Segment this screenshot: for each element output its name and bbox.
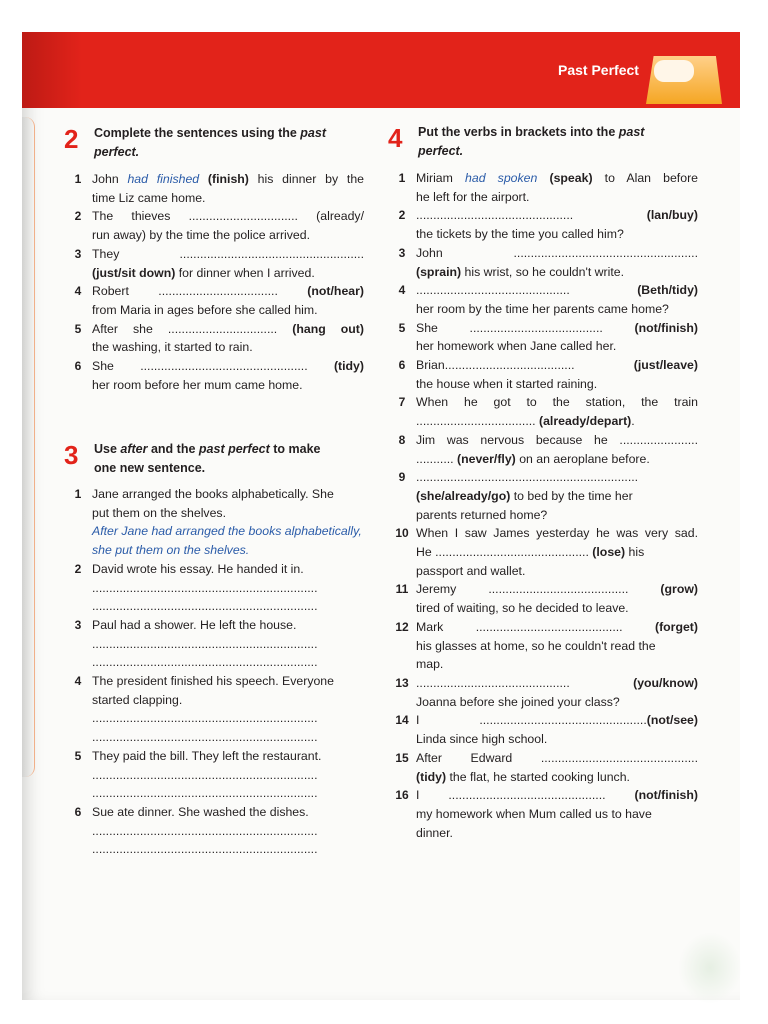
- item-line: When I saw James yesterday he was very sad.: [416, 526, 698, 541]
- binding-edge: [22, 117, 35, 777]
- exercise-item: [64, 245, 364, 282]
- item-line: (she/already/go) to bed by the time her: [416, 488, 633, 503]
- verb-prompt: (forget): [654, 619, 698, 634]
- item-number: 7: [398, 395, 406, 410]
- exercise-item: [388, 206, 698, 243]
- item-number: 6: [398, 358, 406, 373]
- page-title: Past Perfect: [558, 62, 639, 78]
- exercise-number: 4: [388, 123, 403, 153]
- item-line: from Maria in ages before she called him.: [92, 302, 318, 317]
- item-line: (sprain) his wrist, so he couldn't write.: [416, 264, 625, 279]
- exercise-item: [64, 207, 364, 244]
- item-text: [416, 786, 698, 842]
- item-text: [416, 618, 698, 674]
- answer-line[interactable]: ..................................................................: [92, 599, 318, 614]
- item-text: [92, 207, 364, 244]
- exercise-instruction: [94, 124, 326, 162]
- item-text: [416, 206, 698, 243]
- exercise-item: [64, 803, 364, 859]
- item-line: Robert ................................... (not/hear): [92, 284, 364, 299]
- instruction-text: Put the verbs in brackets into the: [418, 125, 619, 139]
- item-text: [416, 468, 698, 524]
- item-number: 6: [74, 359, 82, 374]
- item-line: tired of waiting, so he decided to leave.: [416, 601, 629, 616]
- instruction-text: Complete the sentences using the: [94, 126, 301, 140]
- item-number: 2: [74, 561, 82, 576]
- exercise-items: [64, 485, 364, 859]
- item-line: After Edward ..............................................: [416, 750, 698, 765]
- exercise-item: [64, 560, 364, 616]
- exercise-item: [64, 170, 364, 207]
- verb-prompt: (already/depart): [539, 414, 632, 429]
- exercise-item: [388, 393, 698, 430]
- item-text: [416, 169, 698, 206]
- item-line: (just/sit down) for dinner when I arrived.: [92, 265, 315, 280]
- item-number: 4: [74, 284, 82, 299]
- answer-line[interactable]: ..................................................................: [92, 730, 318, 745]
- exercise-items: [64, 170, 364, 394]
- answer-line[interactable]: ..................................................................: [92, 786, 318, 801]
- item-text: [92, 616, 364, 672]
- exercise-item: [388, 580, 698, 617]
- item-line: the washing, it started to rain.: [92, 340, 253, 355]
- item-number: 5: [74, 321, 82, 336]
- item-number: 2: [398, 208, 406, 223]
- exercise-item: [64, 747, 364, 803]
- exercise-item: [388, 281, 698, 318]
- exercise-items: [388, 169, 698, 842]
- instruction-text-italic: perfect.: [418, 144, 464, 158]
- item-line: I .................................................(not/see): [416, 713, 698, 728]
- instruction-text: to make: [269, 442, 321, 456]
- verb-prompt: (tidy): [416, 769, 447, 784]
- instruction-text-italic: perfect.: [94, 145, 140, 159]
- item-line: (tidy) the flat, he started cooking lunch.: [416, 769, 630, 784]
- verb-prompt: (lan/buy): [646, 208, 698, 223]
- verb-prompt: (grow): [660, 582, 698, 597]
- item-line: Mark ........................................... (forget): [416, 619, 698, 634]
- exercise-item: [388, 468, 698, 524]
- instruction-text-italic: after: [120, 442, 148, 456]
- item-number: 13: [395, 675, 409, 690]
- answer-line[interactable]: ..................................................................: [92, 842, 318, 857]
- item-text: [416, 580, 698, 617]
- item-line: passport and wallet.: [416, 563, 526, 578]
- item-line: Sue ate dinner. She washed the dishes.: [92, 804, 309, 819]
- verb-prompt: (lose): [592, 545, 626, 560]
- item-text: [92, 245, 364, 282]
- item-text: [92, 320, 364, 357]
- item-line: .............................................. (lan/buy): [416, 208, 698, 223]
- item-text: [92, 357, 364, 394]
- exercise-item: [388, 674, 698, 711]
- item-line: ............................................. (Beth/tidy): [416, 283, 698, 298]
- item-number: 14: [395, 713, 409, 728]
- item-text: [416, 749, 698, 786]
- item-line: Miriam had spoken (speak) to Alan before: [416, 171, 699, 185]
- item-text: [416, 244, 698, 281]
- item-text: [416, 281, 698, 318]
- item-line: She ................................................. (tidy): [92, 359, 364, 374]
- verb-prompt: (not/finish): [634, 320, 698, 335]
- item-number: 3: [398, 245, 406, 260]
- item-text: [416, 524, 698, 580]
- exercise-item: [64, 320, 364, 357]
- exercise-item: [388, 618, 698, 674]
- instruction-text-italic: past perfect: [198, 442, 270, 456]
- item-number: 2: [74, 209, 82, 224]
- exercise-item: [388, 319, 698, 356]
- item-line: ............................................. (you/know): [416, 675, 698, 690]
- exercise-instruction: [418, 123, 644, 161]
- item-line: time Liz came home.: [92, 190, 206, 205]
- header-band-shadow: [22, 32, 82, 108]
- item-line: he left for the airport.: [416, 189, 530, 204]
- exercise-item: [64, 357, 364, 394]
- item-line: Paul had a shower. He left the house.: [92, 617, 297, 632]
- item-line: Jim was nervous because he .......................: [416, 432, 698, 447]
- item-text: [416, 431, 698, 468]
- verb-prompt: (she/already/go): [416, 488, 511, 503]
- item-number: 9: [398, 470, 406, 485]
- item-number: 15: [395, 750, 409, 765]
- item-line: After Jane had arranged the books alphabetically,: [92, 524, 362, 539]
- answer-line[interactable]: ..................................................................: [92, 655, 318, 670]
- item-text: [416, 674, 698, 711]
- item-text: [92, 170, 364, 207]
- verb-prompt: (never/fly): [457, 451, 516, 466]
- item-line: run away) by the time the police arrived.: [92, 228, 311, 243]
- answer-line[interactable]: .................................................................: [416, 470, 639, 485]
- item-number: 4: [398, 283, 406, 298]
- header-tab-highlight: [654, 60, 694, 82]
- answer-line[interactable]: ..................................................................: [92, 767, 318, 782]
- item-number: 12: [395, 619, 409, 634]
- item-number: 3: [74, 246, 82, 261]
- item-text: [416, 393, 698, 430]
- instruction-text: one new sentence.: [94, 461, 206, 475]
- instruction-text: and the: [147, 442, 199, 456]
- exercise-item: [64, 485, 364, 560]
- item-line: Linda since high school.: [416, 732, 548, 747]
- item-number: 1: [74, 172, 82, 186]
- item-line: After she ................................ (hang out): [92, 321, 364, 336]
- verb-prompt: (sprain): [416, 264, 462, 279]
- exercise-item: [388, 749, 698, 786]
- item-line: the house when it started raining.: [416, 376, 598, 391]
- item-line: Jeremy ......................................... (grow): [416, 582, 698, 597]
- item-line: put them on the shelves.: [92, 505, 226, 520]
- item-line: He ............................................. (lose) his: [416, 545, 645, 560]
- exercise-item: [388, 711, 698, 748]
- item-line: David wrote his essay. He handed it in.: [92, 561, 304, 576]
- item-text: [416, 356, 698, 393]
- exercise-item: [388, 786, 698, 842]
- item-text: [92, 747, 364, 803]
- answer-line[interactable]: ..................................................................: [92, 711, 318, 726]
- exercise-item: [388, 244, 698, 281]
- item-line: John had finished (finish) his dinner by the: [92, 172, 364, 186]
- answer-line[interactable]: ..................................................................: [92, 580, 318, 595]
- item-line: They paid the bill. They left the restaurant.: [92, 748, 322, 763]
- item-line: The president finished his speech. Everyone: [92, 674, 334, 689]
- verb-prompt: (not/finish): [634, 788, 698, 803]
- exercise-number: 2: [64, 124, 79, 154]
- item-number: 1: [398, 171, 406, 185]
- item-line: I .............................................. (not/finish): [416, 788, 698, 803]
- verb-prompt: (not/see): [646, 713, 698, 728]
- item-line: her homework when Jane called her.: [416, 339, 617, 354]
- verb-prompt: (Beth/tidy): [637, 283, 698, 298]
- item-text: [416, 319, 698, 356]
- verb-prompt: (just/leave): [633, 358, 698, 373]
- item-line: my homework when Mum called us to have: [416, 806, 652, 821]
- item-number: 10: [395, 526, 409, 541]
- item-number: 3: [74, 617, 82, 632]
- item-line: Joanna before she joined your class?: [416, 694, 620, 709]
- verb-prompt: (speak): [549, 171, 593, 185]
- item-line: her room before her mum came home.: [92, 377, 303, 392]
- workbook-page: [22, 32, 740, 1000]
- item-line: parents returned home?: [416, 507, 548, 522]
- item-line: The thieves ................................ (already/: [92, 209, 364, 224]
- verb-prompt: (just/sit down): [92, 265, 176, 280]
- item-line: ................................... (already/depart).: [416, 414, 635, 429]
- sample-answer: had spoken: [465, 171, 538, 185]
- verb-prompt: (you/know): [633, 675, 698, 690]
- item-line: ........... (never/fly) on an aeroplane before.: [416, 451, 650, 466]
- item-number: 6: [74, 804, 82, 819]
- item-line: She ....................................... (not/finish): [416, 320, 698, 335]
- instruction-text: Use: [94, 442, 121, 456]
- item-text: [92, 672, 364, 747]
- item-line: her room by the time her parents came home?: [416, 301, 669, 316]
- item-line: They ......................................................: [92, 246, 364, 261]
- sample-answer: had finished: [127, 172, 200, 186]
- verb-prompt: (finish): [207, 172, 249, 186]
- instruction-text-italic: past: [300, 126, 326, 140]
- answer-line[interactable]: ..................................................................: [92, 823, 318, 838]
- item-number: 5: [398, 320, 406, 335]
- exercise-item: [64, 672, 364, 747]
- item-text: [92, 560, 364, 616]
- exercise-item: [388, 356, 698, 393]
- item-line: the tickets by the time you called him?: [416, 227, 624, 242]
- item-number: 4: [74, 674, 82, 689]
- item-line: Jane arranged the books alphabetically. She: [92, 487, 334, 501]
- item-line: started clapping.: [92, 692, 183, 707]
- item-line: dinner.: [416, 825, 453, 840]
- item-line: When he got to the station, the train: [416, 395, 698, 410]
- answer-line[interactable]: ..................................................................: [92, 636, 318, 651]
- item-line: Brian...................................... (just/leave): [416, 358, 698, 373]
- exercise-item: [388, 169, 698, 206]
- item-text: [92, 485, 364, 560]
- item-line: map.: [416, 657, 444, 672]
- exercise-number: 3: [64, 440, 79, 470]
- item-text: [92, 803, 364, 859]
- item-line: John ......................................................: [416, 245, 698, 260]
- exercise-item: [388, 524, 698, 580]
- instruction-text-italic: past: [618, 125, 645, 139]
- exercise-item: [64, 282, 364, 319]
- item-number: 8: [398, 432, 406, 447]
- exercise-item: [64, 616, 364, 672]
- item-number: 1: [74, 487, 82, 501]
- page-stain: [678, 932, 742, 1004]
- item-text: [416, 711, 698, 748]
- item-number: 16: [395, 788, 409, 803]
- verb-prompt: (tidy): [333, 359, 364, 374]
- item-text: [92, 282, 364, 319]
- item-number: 11: [395, 582, 409, 597]
- item-line: his glasses at home, so he couldn't read the: [416, 638, 656, 653]
- verb-prompt: (not/hear): [307, 284, 364, 299]
- item-line: she put them on the shelves.: [92, 543, 250, 558]
- verb-prompt: (hang out): [292, 321, 364, 336]
- exercise-item: [388, 431, 698, 468]
- item-number: 5: [74, 748, 82, 763]
- exercise-instruction: [94, 440, 320, 478]
